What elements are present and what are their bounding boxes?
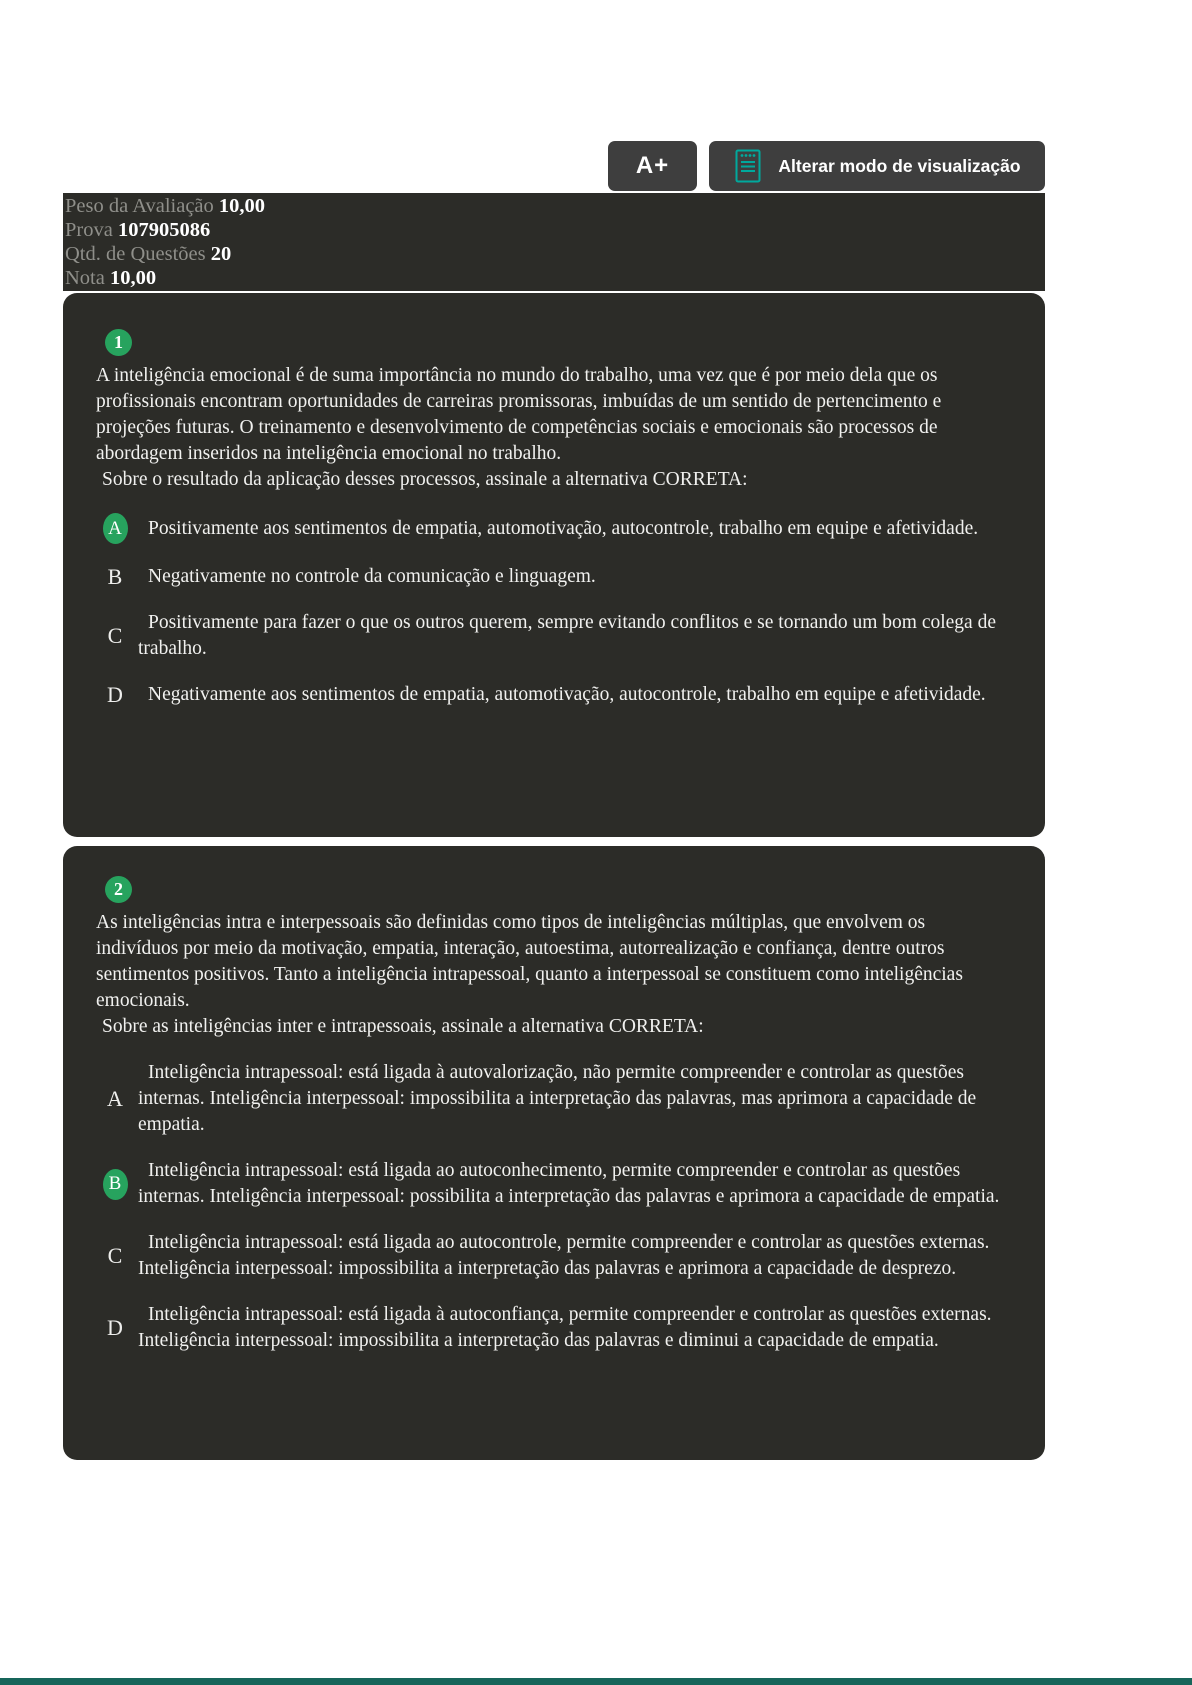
question-1-body: A inteligência emocional é de suma importância no mundo do trabalho, uma vez que é por meio dela que os profissionais encontram oportunidades de carreiras promissoras, imbuídas de um sentido de pertencimento e projeções futuras. O treinamento e desenvolvimento de competências sociais e emocionais são processos de abordagem inseridos na inteligência emocional no trabalho.: [96, 365, 942, 464]
selected-option-badge: B: [103, 1169, 128, 1200]
question-2-text: [96, 910, 1000, 1040]
question-2-option-a-text: Inteligência intrapessoal: está ligada à autovalorização, não permite compreender e controlar as questões internas. Inteligência interpessoal: impossibilita a interpretação das palavras, mas aprimora a capacidade de empatia.: [138, 1062, 977, 1135]
exam-id-label: Prova: [65, 219, 113, 241]
option-letter: B: [107, 564, 123, 589]
question-2-option-d[interactable]: [96, 1302, 1000, 1354]
selected-option-badge: A: [103, 513, 128, 544]
question-1-option-c-marker[interactable]: [100, 623, 130, 649]
question-1-number-badge: 1: [105, 329, 132, 356]
question-2-option-c-text: Inteligência intrapessoal: está ligada ao autocontrole, permite compreender e controlar as questões externas. Inteligência interpessoal: impossibilita a interpretação das palavras e aprimora a capacidade de desprezo.: [138, 1232, 990, 1279]
question-2-body: As inteligências intra e interpessoais são definidas como tipos de inteligências múltiplas, que envolvem os indivíduos por meio da motivação, empatia, interação, autoestima, autorrealização e confiança, dentre outros sentimentos positivos. Tanto a inteligência intrapessoal, quanto a interpessoal se constituem como inteligências emocionais.: [96, 912, 963, 1011]
question-2-option-b-text: Inteligência intrapessoal: está ligada ao autoconhecimento, permite compreender e controlar as questões internas. Inteligência interpessoal: possibilita a interpretação das palavras e aprimora a capacidade de empatia.: [138, 1160, 1000, 1207]
question-1-option-c-text: Positivamente para fazer o que os outros querem, sempre evitando conflitos e se tornando um bom colega de trabalho.: [138, 612, 996, 659]
question-1-prompt: Sobre o resultado da aplicação desses processos, assinale a alternativa CORRETA:: [102, 469, 748, 490]
option-letter: D: [107, 682, 123, 707]
question-2-option-a[interactable]: [96, 1060, 1000, 1138]
question-1-option-b-marker[interactable]: [100, 564, 130, 590]
change-view-mode-button[interactable]: [709, 141, 1045, 191]
question-2-option-c[interactable]: [96, 1230, 1000, 1282]
question-1-option-a-text: Positivamente aos sentimentos de empatia, automotivação, autocontrole, trabalho em equipe e afetividade.: [148, 517, 979, 539]
option-letter: D: [107, 1315, 123, 1340]
question-1-option-d-text: Negativamente aos sentimentos de empatia, automotivação, autocontrole, trabalho em equipe e afetividade.: [148, 684, 986, 705]
font-increase-label: A+: [635, 152, 670, 179]
question-1-option-b-text: Negativamente no controle da comunicação e linguagem.: [148, 566, 596, 587]
question-1-card: [63, 293, 1045, 837]
question-1-option-d-marker[interactable]: [100, 682, 130, 708]
question-2-option-d-text: Inteligência intrapessoal: está ligada à autoconfiança, permite compreender e controlar as questões externas. Inteligência interpessoal: impossibilita a interpretação das palavras e diminui a capacidade de empatia.: [138, 1304, 992, 1351]
toolbar: [0, 141, 1045, 191]
font-increase-button[interactable]: [608, 141, 697, 191]
grade-value: 10,00: [109, 267, 157, 289]
question-1-text: [96, 363, 1000, 493]
question-2-prompt: Sobre as inteligências inter e intrapessoais, assinale a alternativa CORRETA:: [102, 1016, 704, 1037]
exam-weight-value: 10,00: [218, 195, 266, 217]
question-count-label: Qtd. de Questões: [65, 243, 206, 265]
question-2-option-b[interactable]: [96, 1158, 1000, 1210]
option-letter: C: [107, 623, 123, 648]
question-count-row: [65, 242, 1045, 266]
question-2-option-a-marker[interactable]: [100, 1086, 130, 1112]
question-2-number-badge: 2: [105, 876, 132, 903]
question-2-option-c-marker[interactable]: [100, 1243, 130, 1269]
exam-id-row: [65, 218, 1045, 242]
question-1-option-c[interactable]: [96, 610, 1000, 662]
question-2-option-d-marker[interactable]: [100, 1315, 130, 1341]
exam-weight-label: Peso da Avaliação: [65, 195, 214, 217]
question-1-option-b[interactable]: [96, 564, 1000, 590]
question-2-card: [63, 846, 1045, 1460]
option-letter: A: [107, 1086, 123, 1111]
question-1-option-d[interactable]: [96, 682, 1000, 708]
question-count-value: 20: [210, 243, 232, 265]
bottom-accent-bar: [0, 1678, 1192, 1685]
document-list-icon: [733, 148, 763, 184]
question-1-option-a-marker[interactable]: [100, 513, 130, 544]
exam-weight-row: [65, 194, 1045, 218]
grade-row: [65, 266, 1045, 290]
exam-id-value: 107905086: [117, 219, 211, 241]
grade-label: Nota: [65, 267, 105, 289]
change-view-mode-label: Alterar modo de visualização: [778, 155, 1021, 176]
option-letter: C: [107, 1243, 123, 1268]
exam-info-header: [63, 193, 1045, 291]
question-2-option-b-marker[interactable]: [100, 1169, 130, 1200]
question-1-option-a[interactable]: [96, 513, 1000, 544]
